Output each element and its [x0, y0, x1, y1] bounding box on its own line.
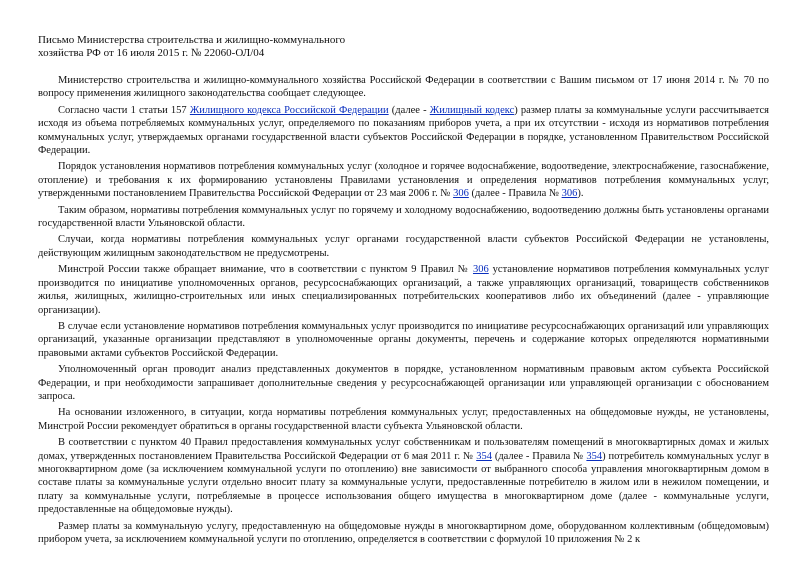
document-title	[38, 34, 769, 60]
housing-code-short-link[interactable]: Жилищный кодекс	[429, 104, 515, 116]
paragraph-10-text-3: ) потребитель коммунальных услуг в многоквартирном доме (за исключением коммунальной услуги по отоплению) вне зависимости от выбранного способа управления многоквартирным домом в составе платы за коммунальные услуги отдельно вносит плату за коммунальные услуги, предоставленные потребителю в жилом или в нежилом помещении, и плату за коммунальные услуги, потребляемые в процессе использования общего имущества в многоквартирном доме (далее - коммунальные услуги, предоставленные на общедомовые нужды).	[38, 450, 769, 516]
paragraph-2	[38, 104, 769, 158]
rules-354-link[interactable]: 354	[586, 450, 603, 462]
paragraph-5: Случаи, когда нормативы потребления коммунальных услуг органами государственной власти субъектов Российской Федерации не установлены, действующим жилищным законодательством не предусмотрены.	[38, 234, 769, 259]
paragraph-10-text-2: (далее - Правила №	[491, 450, 587, 462]
paragraph-10	[38, 436, 769, 516]
document-title-line-2: хозяйства РФ от 16 июля 2015 г. № 22060-ОЛ/04	[38, 47, 265, 59]
paragraph-6-text-1: Минстрой России также обращает внимание, что в соответствии с пунктом 9 Правил №	[58, 264, 473, 276]
housing-code-link[interactable]: Жилищного кодекса Российской Федерации	[189, 104, 389, 116]
paragraph-8: Уполномоченный орган проводит анализ представленных документов в порядке, установленном нормативным правовым актом субъекта Российской Федерации, и при необходимости запрашивает дополнительные сведения у ресурсоснабжающей организации или управляющей организации с обоснованием запроса.	[38, 364, 769, 402]
paragraph-3-text-3: ).	[577, 188, 584, 200]
paragraph-6	[38, 263, 769, 317]
paragraph-2-text-3: ) размер платы за коммунальные услуги рассчитывается исходя из объема потребляемых коммунальных услуг, определяемого по показаниям приборов учета, а при их отсутствии - исходя из нормативов потребления коммунальных услуг, утверждаемых органами государственной власти субъектов Российской Федерации в порядке, установленном Правительством Российской Федерации.	[38, 104, 770, 157]
resolution-306-link[interactable]: 306	[453, 188, 469, 200]
paragraph-2-text-2: (далее -	[388, 104, 430, 116]
paragraph-6-text-2: установление нормативов потребления коммунальных услуг производится по инициативе уполномоченных органов, ресурсоснабжающих организаций, а также управляющих организаций, товариществ собственников жилья, жилищных, жилищно-строительных или иных специализированных потребительских кооперативов либо их объединений (далее - управляющие организации).	[38, 264, 769, 316]
rules-306-link[interactable]: 306	[561, 188, 578, 200]
resolution-354-link[interactable]: 354	[476, 450, 492, 462]
rules-306-point-9-link[interactable]: 306	[472, 264, 489, 276]
paragraph-3-text-2: (далее - Правила №	[468, 188, 562, 200]
document-title-line-1: Письмо Министерства строительства и жилищно-коммунального	[38, 34, 346, 46]
paragraph-1: Министерство строительства и жилищно-коммунального хозяйства Российской Федерации в соответствии с Вашим письмом от 17 июня 2014 г. № 70 по вопросу применения жилищного законодательства сообщает следующее.	[38, 75, 769, 100]
paragraph-7: В случае если установление нормативов потребления коммунальных услуг производится по инициативе ресурсоснабжающих организаций или управляющих организаций, указанные организации представляют в уполномоченные органы документы, перечень и содержание которых определяются нормативными правовыми актами субъектов Российской Федерации.	[38, 320, 769, 359]
paragraph-2-text-1: Согласно части 1 статьи 157	[58, 104, 190, 116]
paragraph-10-text-1: В соответствии с пунктом 40 Правил предоставления коммунальных услуг собственникам и пользователям помещений в многоквартирных домах и жилых домах, утвержденных постановлением Правительства Российской Федерации от 6 мая 2011 г. №	[38, 437, 769, 462]
paragraph-4: Таким образом, нормативы потребления коммунальных услуг по горячему и холодному водоснабжению, водоотведению должны быть установлены органами государственной власти Ульяновской области.	[38, 204, 769, 230]
paragraph-11: Размер платы за коммунальную услугу, предоставленную на общедомовые нужды в многоквартирном доме, оборудованном коллективным (общедомовым) прибором учета, за исключением коммунальной услуги по отоплению, определяется в соответствии с формулой 10 приложения № 2 к	[38, 520, 769, 545]
paragraph-9: На основании изложенного, в ситуации, когда нормативы потребления коммунальных услуг, предоставленных на общедомовые нужды, не установлены, Минстрой России рекомендует обратиться в органы государственной власти субъекта Ульяновской области.	[38, 407, 769, 432]
paragraph-3	[38, 160, 769, 200]
paragraph-3-text-1: Порядок установления нормативов потребления коммунальных услуг (холодное и горячее водоснабжение, водоотведение, электроснабжение, газоснабжение, отопление) и требования к их формированию установлены Правилами установления и определения нормативов потребления коммунальных услуг, утвержденными постановлением Правительства Российской Федерации от 23 мая 2006 г. №	[38, 161, 769, 200]
document-page	[38, 34, 769, 549]
